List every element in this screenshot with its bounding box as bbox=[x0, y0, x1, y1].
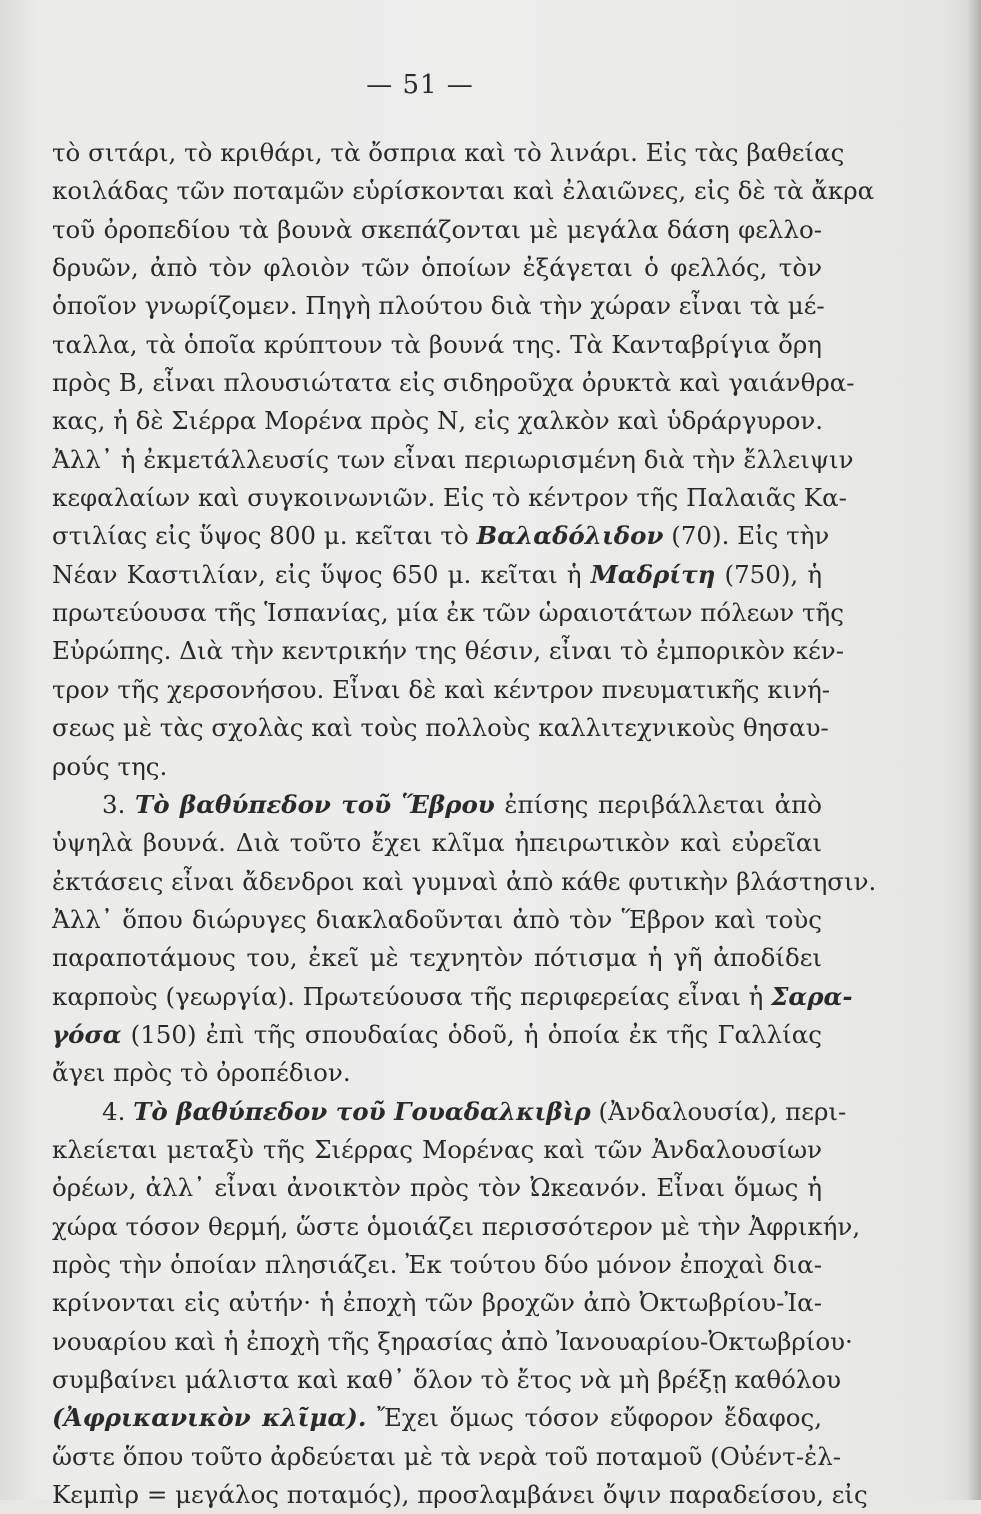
text-line bbox=[52, 1169, 822, 1207]
text-segment: σεως μὲ τὰς σχολὰς καὶ τοὺς πολλοὺς καλλιτεχνικοὺς θησαυ- bbox=[52, 713, 829, 743]
text-line bbox=[52, 364, 855, 402]
text-segment: ὥστε ὅπου τοῦτο ἀρδεύεται μὲ τὰ νερὰ τοῦ ποταμοῦ (Οὐέντ-ἐλ- bbox=[52, 1441, 842, 1471]
text-line bbox=[52, 594, 844, 632]
text-line bbox=[52, 441, 854, 479]
text-line bbox=[52, 748, 822, 786]
text-segment: νουαρίου καὶ ἡ ἐποχὴ τῆς ξηρασίας ἀπὸ Ἰανουαρίου-Ὀκτωβρίου· bbox=[52, 1326, 853, 1356]
text-line bbox=[52, 1476, 868, 1514]
text-segment: κλείεται μεταξὺ τῆς Σιέρρας Μορένας καὶ τῶν Ἀνδαλουσίων bbox=[52, 1134, 822, 1164]
text-line bbox=[52, 211, 822, 249]
text-segment: (Ἀνδαλουσία), περι- bbox=[590, 1096, 847, 1126]
text-line bbox=[52, 1399, 822, 1437]
body-text bbox=[52, 134, 877, 1514]
text-segment: πρὸς τὴν ὁποίαν πλησιάζει. Ἐκ τούτου δύο μόνον ἐποχαὶ δια- bbox=[52, 1249, 822, 1279]
text-segment: ἄγει πρὸς τὸ ὀροπέδιον. bbox=[52, 1058, 351, 1088]
text-segment: τρον τῆς χερσονήσου. Εἶναι δὲ καὶ κέντρον πνευματικῆς κινή- bbox=[52, 674, 831, 704]
text-segment: ὀρέων, ἀλλ᾽ εἶναι ἀνοικτὸν πρὸς τὸν Ὠκεανόν. Εἶναι ὅμως ἡ bbox=[52, 1173, 822, 1203]
text-line bbox=[52, 1093, 847, 1131]
text-line bbox=[52, 1323, 853, 1361]
text-line bbox=[52, 632, 844, 670]
text-segment: ἐπίσης περιβάλλεται ἀπὸ bbox=[494, 789, 822, 819]
emphasized-term: Βαλαδόλιδον bbox=[476, 521, 664, 551]
text-line bbox=[52, 1131, 822, 1169]
text-segment: τοῦ ὀροπεδίου τὰ βουνὰ σκεπάζονται μὲ μεγάλα δάση φελλο- bbox=[52, 214, 822, 244]
text-line bbox=[52, 824, 822, 862]
text-line bbox=[52, 402, 822, 440]
text-segment: Ἀλλ᾽ ὅπου διώρυγες διακλαδοῦνται ἀπὸ τὸν Ἕβρον καὶ τοὺς bbox=[52, 904, 822, 934]
text-segment: δρυῶν, ἀπὸ τὸν φλοιὸν τῶν ὁποίων ἐξάγεται ὁ φελλός, τὸν bbox=[52, 253, 822, 283]
text-line bbox=[52, 901, 822, 939]
text-line bbox=[52, 556, 822, 594]
text-segment: τὸ σιτάρι, τὸ κριθάρι, τὰ ὄσπρια καὶ τὸ λινάρι. Εἰς τὰς βαθείας bbox=[52, 138, 845, 167]
text-line bbox=[52, 671, 831, 709]
text-segment: Εὐρώπης. Διὰ τὴν κεντρικήν της θέσιν, εἶναι τὸ ἐμπορικὸν κέν- bbox=[52, 636, 844, 666]
text-line bbox=[52, 863, 877, 901]
text-line bbox=[52, 172, 875, 210]
text-line bbox=[52, 709, 829, 747]
text-segment: ὁποῖον γνωρίζομεν. Πηγὴ πλούτου διὰ τὴν χώραν εἶναι τὰ μέ- bbox=[52, 291, 825, 321]
text-segment: χώρα τόσον θερμή, ὥστε ὁμοιάζει περισσότερον μὲ τὴν Ἀφρικήν, bbox=[52, 1211, 861, 1241]
text-line bbox=[52, 1208, 861, 1246]
page-edge-shadow bbox=[967, 0, 981, 1500]
text-line bbox=[52, 939, 822, 977]
text-segment: πρὸς Β, εἶναι πλουσιώτατα εἰς σιδηροῦχα ὀρυκτὰ καὶ γαιάνθρα- bbox=[52, 368, 855, 398]
page-number: — 51 — bbox=[366, 70, 474, 100]
text-segment: καρποὺς (γεωργία). Πρωτεύουσα τῆς περιφερείας εἶναι ἡ bbox=[52, 981, 772, 1011]
text-segment: ἐκτάσεις εἶναι ἄδενδροι καὶ γυμναὶ ἀπὸ κάθε φυτικὴν βλάστησιν. bbox=[52, 866, 877, 896]
text-segment: (70). Εἰς τὴν bbox=[663, 521, 830, 551]
text-line bbox=[52, 1016, 822, 1054]
text-segment: ρούς της. bbox=[52, 751, 168, 781]
text-segment: ὑψηλὰ βουνά. Διὰ τοῦτο ἔχει κλῖμα ἠπειρωτικὸν καὶ εὐρεῖαι bbox=[52, 828, 822, 858]
text-segment: Νέαν Καστιλίαν, εἰς ὕψος 650 μ. κεῖται ἡ bbox=[52, 559, 591, 589]
emphasized-term: Τὸ βαθύπεδον τοῦ Γουαδαλκιβὶρ bbox=[133, 1096, 591, 1126]
text-segment: στιλίας εἰς ὕψος 800 μ. κεῖται τὸ bbox=[52, 521, 477, 551]
text-line bbox=[52, 249, 822, 287]
text-line bbox=[52, 326, 822, 364]
text-line bbox=[52, 1246, 822, 1284]
text-line bbox=[52, 134, 845, 172]
text-segment: κεφαλαίων καὶ συγκοινωνιῶν. Εἰς τὸ κέντρον τῆς Παλαιᾶς Κα- bbox=[52, 483, 847, 513]
emphasized-term: Τὸ βαθύπεδον τοῦ Ἕβρου bbox=[135, 789, 495, 819]
text-segment: πρωτεύουσα τῆς Ἱσπανίας, μία ἐκ τῶν ὡραιοτάτων πόλεων τῆς bbox=[52, 598, 844, 628]
text-segment: (750), ἡ bbox=[715, 559, 822, 589]
emphasized-term: Μαδρίτη bbox=[590, 559, 716, 589]
text-segment: παραποτάμους του, ἐκεῖ μὲ τεχνητὸν πότισμα ἡ γῆ ἀποδίδει bbox=[52, 943, 822, 973]
text-line bbox=[52, 287, 825, 325]
text-line bbox=[52, 978, 853, 1016]
emphasized-term: Σαρα- bbox=[771, 981, 853, 1011]
text-segment: (150) ἐπὶ τῆς σπουδαίας ὁδοῦ, ἡ ὁποία ἐκ τῆς Γαλλίας bbox=[121, 1019, 822, 1049]
text-segment: Ἀλλ᾽ ἡ ἐκμετάλλευσίς των εἶναι περιωρισμένη διὰ τὴν ἔλλειψιν bbox=[52, 444, 854, 474]
text-segment: κρίνονται εἰς αὐτήν· ἡ ἐποχὴ τῶν βροχῶν ἀπὸ Ὀκτωβρίου-Ἰα- bbox=[52, 1288, 822, 1318]
text-line bbox=[52, 786, 822, 824]
text-segment: Ἔχει ὅμως τόσον εὔφορον ἔδαφος, bbox=[366, 1403, 822, 1433]
text-segment: 3. bbox=[102, 789, 135, 819]
text-line bbox=[52, 1054, 822, 1092]
text-line bbox=[52, 1361, 842, 1399]
text-line bbox=[52, 1438, 842, 1476]
text-segment: 4. bbox=[102, 1096, 134, 1126]
text-line bbox=[52, 479, 847, 517]
emphasized-term: γόσα bbox=[52, 1019, 122, 1049]
text-segment: κοιλάδας τῶν ποταμῶν εὑρίσκονται καὶ ἐλαιῶνες, εἰς δὲ τὰ ἄκρα bbox=[52, 176, 875, 206]
text-segment: ταλλα, τὰ ὁποῖα κρύπτουν τὰ βουνά της. Τὰ Κανταβρίγια ὄρη bbox=[52, 329, 822, 359]
text-segment: συμβαίνει μάλιστα καὶ καθ᾽ ὅλον τὸ ἔτος νὰ μὴ βρέξῃ καθόλου bbox=[52, 1365, 842, 1394]
emphasized-term: (Ἀφρικανικὸν κλῖμα). bbox=[52, 1403, 367, 1433]
text-line bbox=[52, 1284, 822, 1322]
text-segment: κας, ἡ δὲ Σιέρρα Μορένα πρὸς Ν, εἰς χαλκὸν καὶ ὑδράργυρον. bbox=[52, 406, 824, 436]
text-line bbox=[52, 517, 830, 555]
text-segment: Κεμπὶρ = μεγάλος ποταμός), προσλαμβάνει ὄψιν παραδείσου, εἰς bbox=[52, 1480, 868, 1510]
